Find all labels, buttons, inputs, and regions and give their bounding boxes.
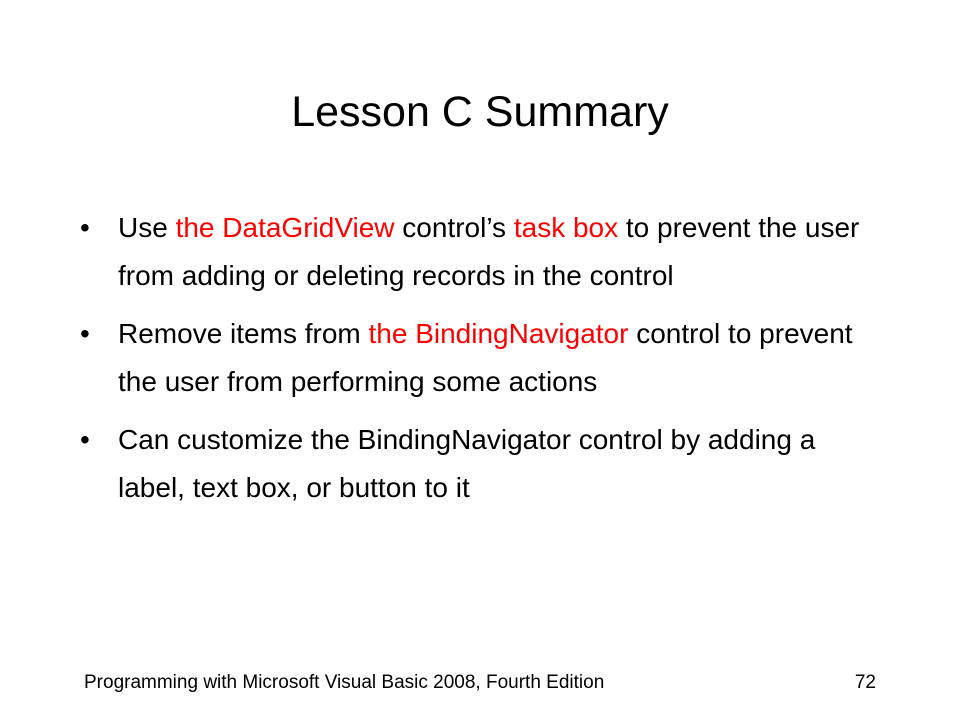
highlighted-term: the DataGridView <box>175 212 395 243</box>
bullet-item <box>80 416 880 512</box>
bullet-text-segment: Can customize the BindingNavigator control by adding a label, text box, or button to it <box>118 424 816 503</box>
bullet-text-segment: to prevent the user from adding or deleting records in the control <box>118 212 860 291</box>
bullet-marker: • <box>80 424 90 455</box>
bullet-list <box>80 204 880 522</box>
footer-page-number: 72 <box>854 672 876 693</box>
bullet-marker: • <box>80 212 90 243</box>
bullet-marker: • <box>80 318 90 349</box>
highlighted-term: the BindingNavigator <box>368 318 629 349</box>
bullet-text-segment: Use <box>118 212 176 243</box>
bullet-text-segment: control to prevent the user from performing some actions <box>118 318 853 397</box>
bullet-item <box>80 204 880 300</box>
footer-book-title: Programming with Microsoft Visual Basic 2008, Fourth Edition <box>84 672 605 693</box>
slide-title: Lesson C Summary <box>291 88 669 136</box>
bullet-text-segment: Remove items from <box>118 318 369 349</box>
highlighted-term: task box <box>513 212 619 243</box>
bullet-text-segment: control’s <box>394 212 514 243</box>
bullet-item <box>80 310 880 406</box>
